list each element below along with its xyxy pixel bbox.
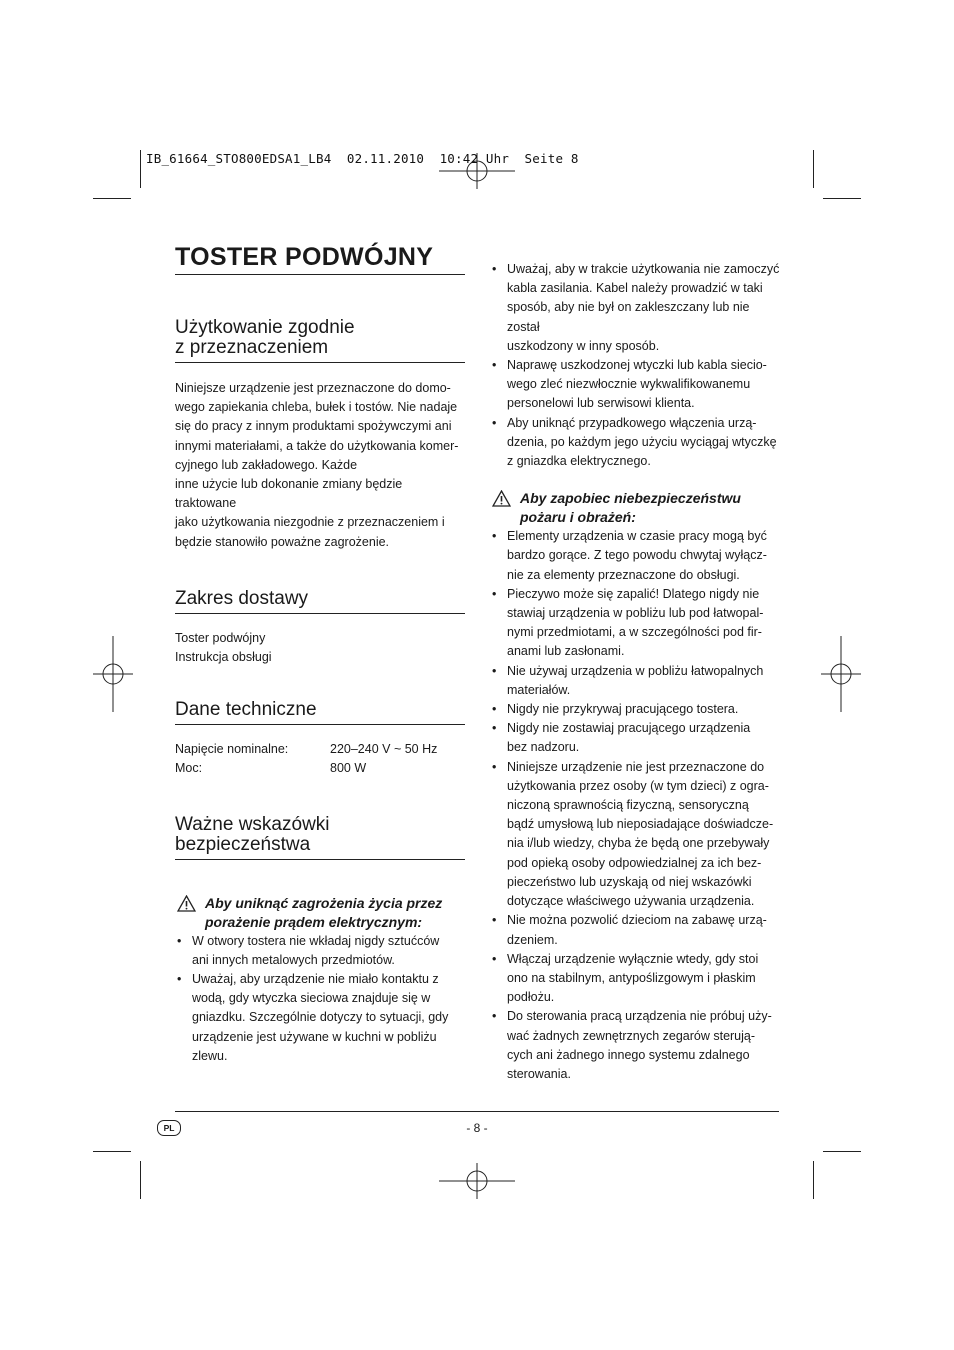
crop-mark [140,150,141,188]
list-item: • Nie można pozwolić dzieciom na zabawę urzą- dzeniem. [492,913,767,947]
text-line: się do pracy z innym produktami spożywczymi ani [175,419,452,434]
technical-value: 220–240 V ~ 50 Hz [330,742,438,757]
section-heading-delivery: Zakres dostawy [175,589,465,614]
safety-list-right-top [490,260,780,471]
section-heading-intended-use [175,318,465,363]
warning-fire [490,489,780,527]
intended-use-paragraph [175,379,465,552]
list-item: • Nigdy nie zostawiaj pracującego urządzenia bez nadzoru. [492,721,751,755]
list-item: • Uważaj, aby urządzenie nie miało kontaktu z wodą, gdy wtyczka sieciowa znajduje się w gniazdku. Szczególnie dotyczy to sytuacji, gdy urządzenie jest używane w kuchni w pobliżu zlewu. [177,972,449,1063]
text-line: wego zapiekania chleba, bułek i tostów. Nie nadaje [175,400,458,415]
list-item: • Naprawę uszkodzonej wtyczki lub kabla siecio- wego zleć niezwłocznie wykwalifikowanemu personelowi lub serwisowi klienta. [492,358,767,411]
safety-list-left [175,932,465,1066]
registration-mark-icon [803,636,879,712]
section-heading-safety [175,815,465,860]
warning-triangle-icon [177,895,196,912]
list-item: • Uważaj, aby w trakcie użytkowania nie zamoczyć kabla zasilania. Kabel należy prowadzić w taki sposób, aby nie był on zakleszczany lub nie został uszkodzony w inny sposób. [492,262,780,353]
page-number: - 8 - [466,1121,488,1135]
warning-text: Aby uniknąć zagrożenia życia przez [205,894,443,911]
technical-label: Napięcie nominalne: [175,742,289,757]
section-heading-technical: Dane techniczne [175,700,465,725]
text-line: cyjnego lub zakładowego. Każde [175,457,358,472]
registration-mark-icon [439,133,515,209]
right-column [490,260,780,1084]
print-slug: IB_61664_STO800EDSA1_LB4 02.11.2010 10:42 Uhr Seite 8 [146,151,579,166]
delivery-item: Instrukcja obsługi [175,650,272,665]
list-item: • Elementy urządzenia w czasie pracy mogą być bardzo gorące. Z tego powodu chwytaj wyłącz- nie za elementy przeznaczone do obsługi. [492,529,767,582]
warning-text: pożaru i obrażeń: [520,509,636,526]
list-item: • Włączaj urządzenie wyłącznie wtedy, gdy stoi ono na stabilnym, antypoślizgowym i płaskim podłożu. [492,951,759,1005]
technical-data-table [175,740,465,778]
technical-label: Moc: [175,761,203,776]
registration-mark-icon [439,1143,515,1219]
registration-mark-icon [75,636,151,712]
warning-electric-shock [175,894,465,932]
technical-value: 800 W [330,761,367,776]
crop-mark [93,1151,131,1152]
crop-mark [823,198,861,199]
text-line: jako użytkowania niezgodnie z przeznaczeniem i [175,515,445,530]
technical-row [175,759,465,778]
text-line: Niniejsze urządzenie jest przeznaczone do domo- [175,381,451,395]
warning-triangle-icon [492,490,511,507]
heading-line: z przeznaczeniem [175,337,329,358]
crop-mark [823,1151,861,1152]
list-item: • Nie używaj urządzenia w pobliżu łatwopalnych materiałów. [492,663,764,697]
heading-line: Ważne wskazówki [175,813,330,835]
technical-row [175,740,465,759]
crop-mark [93,198,131,199]
list-item: • Nigdy nie przykrywaj pracującego tostera. [492,702,739,717]
crop-mark [813,150,814,188]
delivery-item: Toster podwójny [175,630,266,645]
heading-line: bezpieczeństwa [175,833,311,855]
warning-text: Aby zapobiec niebezpieczeństwu [520,490,741,507]
warning-text: porażenie prądem elektrycznym: [205,913,423,930]
crop-mark [813,1161,814,1199]
list-item: • W otwory tostera nie wkładaj nigdy sztućców ani innych metalowych przedmiotów. [177,933,440,967]
list-item: • Pieczywo może się zapalić! Dlatego nigdy nie stawiaj urządzenia w pobliżu lub pod łatwopal- nymi przedmiotami, a w szczególności pod fir- anami lub zasłonami. [492,586,764,659]
text-line: inne użycie lub dokonanie zmiany będzie traktowane [175,477,403,511]
safety-list-right-bottom [490,527,780,1084]
footer-divider [175,1111,779,1112]
text-line: będzie stanowiło poważne zagrożenie. [175,534,390,549]
list-item: • Do sterowania pracą urządzenia nie próbuj uży- wać żadnych zewnętrznych zegarów sterują- cych ani żadnego innego systemu zdalnego sterowania. [492,1009,772,1081]
list-item: • Niniejsze urządzenie nie jest przeznaczone do użytkowania przez osoby (w tym dzieci) z ogra- niczoną sprawnością fizyczną, sensoryczną bądź umysłową lub nieposiadające doświadcze- nia i/lub wiedzy, chyba że będą one przebywały pod opieką osoby odpowiedzialnej za ich bez- pieczeństwo lub uzyskają od niej wskazówki dotyczące właściwego używania urządzenia. [492,759,774,909]
list-item: • Aby uniknąć przypadkowego włączenia urzą- dzenia, po każdym jego użyciu wyciągaj wtyczkę z gniazdka elektrycznego. [492,415,777,469]
left-column [175,240,465,1066]
heading-line: Użytkowanie zgodnie [175,317,355,338]
page-title: TOSTER PODWÓJNY [175,243,434,271]
text-line: innymi materiałami, a także do użytkowania komer- [175,438,459,453]
language-badge: PL [157,1120,181,1136]
delivery-list [175,629,465,667]
crop-mark [140,1161,141,1199]
